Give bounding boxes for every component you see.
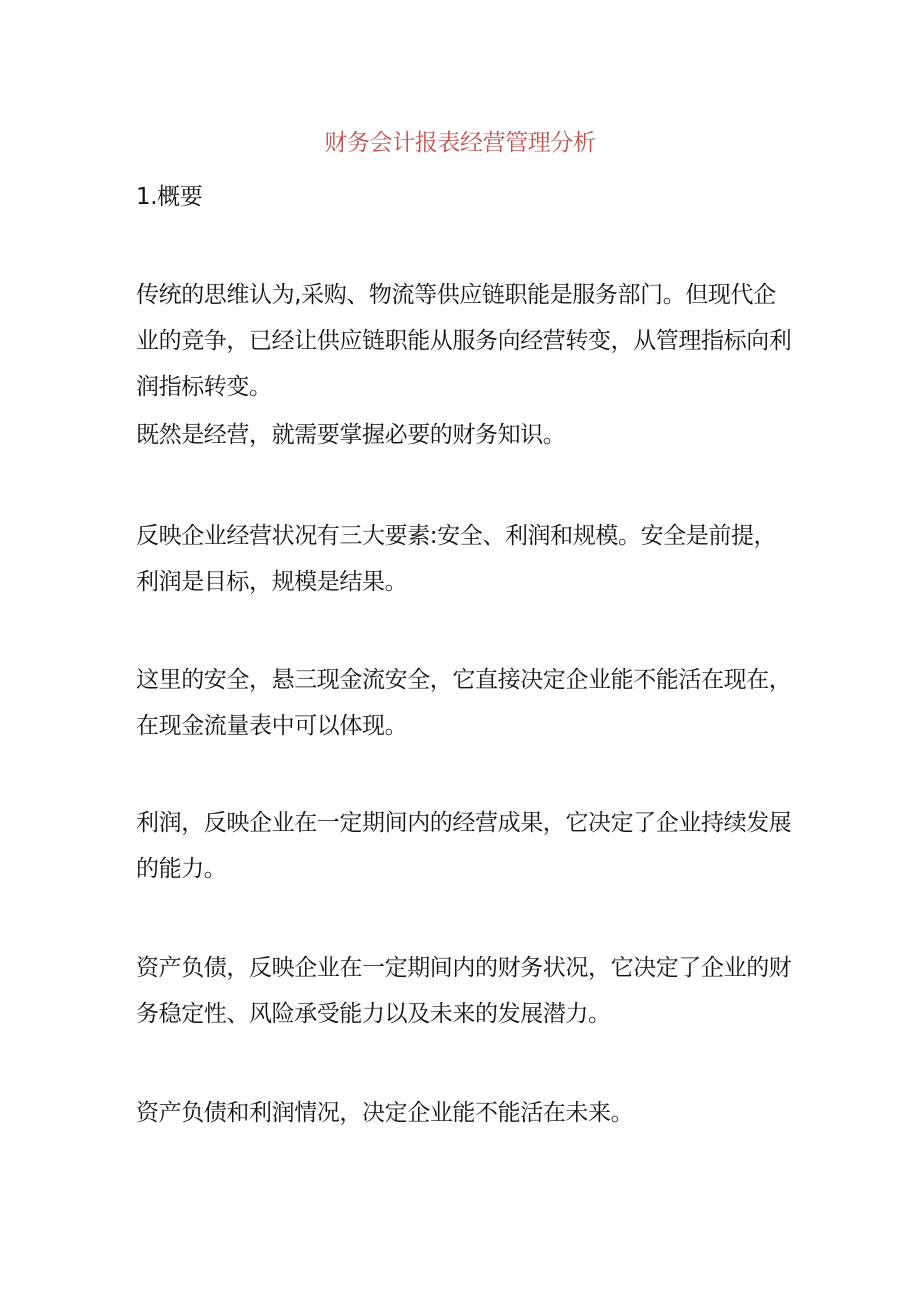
paragraph-supply-chain: 传统的思维认为,采购、物流等供应链职能是服务部门。但现代企业的竞争，已经让供应链职能从服务向经营转变，从管理指标向利润指标转变。	[136, 282, 792, 400]
paragraph-finance-knowledge: 既然是经营，就需要掌握必要的财务知识。	[136, 422, 566, 448]
paragraph-future: 资产负债和利润情况，决定企业能不能活在未来。	[136, 1100, 634, 1126]
paragraph-assets-liabilities: 资产负债，反映企业在一定期间内的财务状况，它决定了企业的财务稳定性、风险承受能力以及未来的发展潜力。	[136, 955, 792, 1027]
paragraph-safety: 这里的安全，悬三现金流安全，它直接决定企业能不能活在现在，在现金流量表中可以体现。	[136, 667, 792, 739]
paragraph-profit: 利润，反映企业在一定期间内的经营成果，它决定了企业持续发展的能力。	[136, 810, 792, 882]
section-heading: 1.概要	[136, 184, 203, 210]
paragraph-three-elements: 反映企业经营状况有三大要素:安全、利润和规模。安全是前提，利润是目标，规模是结果。	[136, 523, 777, 595]
document-title: 财务会计报表经营管理分析	[324, 130, 596, 156]
